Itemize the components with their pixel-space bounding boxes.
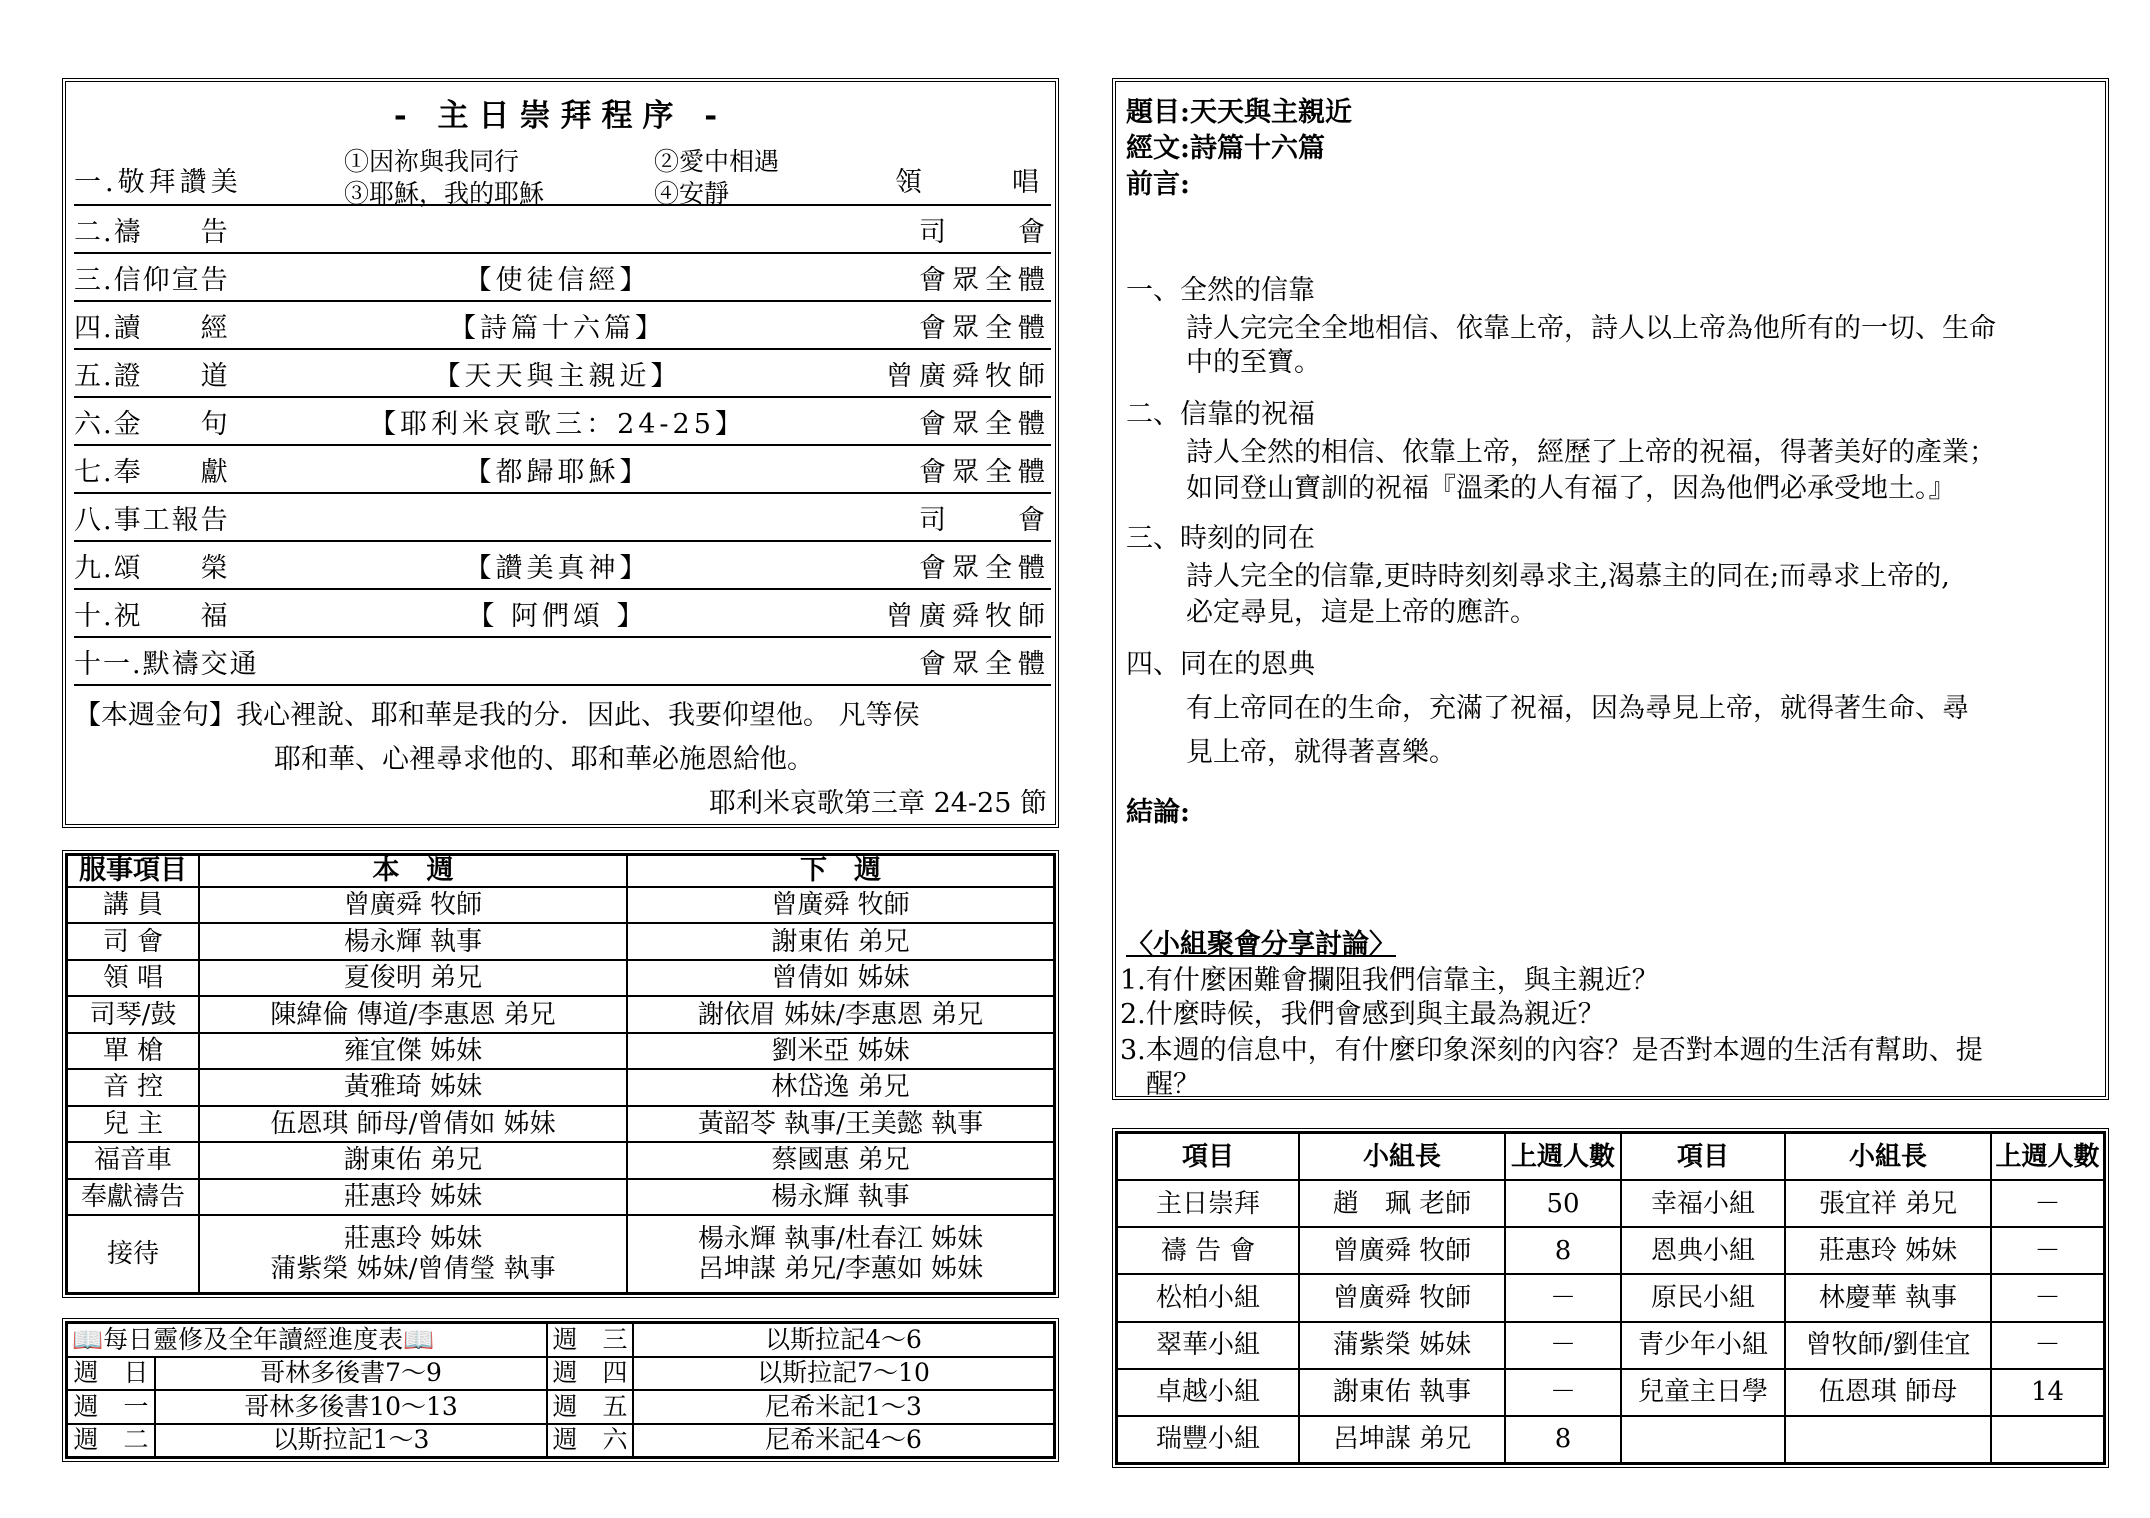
group-name: 禱 告 會 (1117, 1227, 1299, 1274)
program-row-item: 【使徒信經】 (464, 264, 651, 296)
reading-passage: 尼希米記1～3 (633, 1390, 1054, 1424)
song-1: ①因祢與我同行 (344, 147, 520, 176)
roster-role: 接待 (67, 1215, 199, 1293)
roster-this-week: 曾廣舜 牧師 (199, 887, 627, 923)
group-leader (1785, 1416, 1991, 1463)
table-row (67, 1390, 1054, 1424)
program-row (74, 638, 1051, 686)
reading-passage: 以斯拉記1～3 (155, 1424, 547, 1458)
discussion-title: 〈小組聚會分享討論〉 (1126, 929, 1396, 960)
program-row (74, 542, 1051, 590)
group-count: － (1991, 1227, 2104, 1274)
program-row-label: 十一.默禱交通 (74, 648, 259, 680)
group-leader: 曾牧師/劉佳宜 (1785, 1322, 1991, 1369)
roster-next-week: 蔡國惠 弟兄 (627, 1142, 1054, 1178)
roster-header-item: 服事項目 (67, 855, 199, 887)
reading-day: 週 二 (67, 1424, 155, 1458)
table-row (67, 1106, 1054, 1142)
table-row (67, 1323, 1054, 1357)
groups-header: 項目 (1117, 1133, 1299, 1180)
roster-role: 領 唱 (67, 960, 199, 996)
group-name: 卓越小組 (1117, 1369, 1299, 1416)
point-1-line-2: 中的至寶。 (1186, 347, 1321, 378)
groups-header: 小組長 (1785, 1133, 1991, 1180)
group-count: 8 (1505, 1227, 1621, 1274)
program-row-who: 會眾全體 (919, 408, 1051, 440)
reception-this-week-1: 莊惠玲 姊妹 (343, 1224, 483, 1254)
groups-header: 上週人數 (1991, 1133, 2104, 1180)
roster-role: 音 控 (67, 1069, 199, 1105)
sermon-intro: 前言: (1126, 169, 1190, 200)
table-header-row (1117, 1133, 2104, 1180)
table-row (67, 1424, 1054, 1458)
roster-role: 司琴/鼓 (67, 996, 199, 1032)
reception-next-week-1: 楊永輝 執事/杜春江 姊妹 (697, 1224, 984, 1254)
roster-next-week: 曾倩如 姊妹 (627, 960, 1054, 996)
roster-role: 司 會 (67, 923, 199, 959)
group-count: － (1991, 1180, 2104, 1227)
roster-this-week: 陳緯倫 傳道/李惠恩 弟兄 (199, 996, 627, 1032)
roster-next-week: 謝依眉 姊妹/李惠恩 弟兄 (627, 996, 1054, 1032)
song-4: ④安靜 (654, 179, 730, 208)
roster-next-week: 曾廣舜 牧師 (627, 887, 1054, 923)
roster-next-week: 黃韶苓 執事/王美懿 執事 (627, 1106, 1054, 1142)
program-row-item: 【都歸耶穌】 (464, 456, 651, 488)
group-leader: 蒲紫榮 姊妹 (1299, 1322, 1505, 1369)
reading-day: 週 日 (67, 1357, 155, 1391)
program-row-label: 七.奉 獻 (74, 456, 230, 488)
point-2-head: 二、信靠的祝福 (1126, 399, 1315, 430)
table-row (67, 996, 1054, 1032)
program-row (74, 254, 1051, 302)
reading-day: 週 六 (547, 1424, 633, 1458)
program-row-who: 會眾全體 (919, 456, 1051, 488)
program-row-item: 【耶利米哀歌三：24-25】 (369, 408, 746, 440)
service-roster (62, 850, 1059, 1298)
table-row (67, 1357, 1054, 1391)
memory-verse-line-1: 【本週金句】我心裡說、耶和華是我的分．因此、我要仰望他。 凡等侯 (74, 700, 920, 731)
program-row-item: 【詩篇十六篇】 (449, 312, 666, 344)
roster-this-week: 雍宜傑 姊妹 (199, 1033, 627, 1069)
question-1: 1.有什麼困難會攔阻我們信靠主，與主親近？ (1120, 965, 1659, 996)
question-3: 3.本週的信息中，有什麼印象深刻的內容？是否對本週的生活有幫助、提 (1120, 1035, 1983, 1066)
group-count: － (1991, 1274, 2104, 1321)
table-row (67, 1142, 1054, 1178)
groups-header: 上週人數 (1505, 1133, 1621, 1180)
program-row-who: 司 會 (919, 504, 1051, 536)
roster-this-week: 夏俊明 弟兄 (199, 960, 627, 996)
group-leader: 謝東佑 執事 (1299, 1369, 1505, 1416)
program-row (74, 398, 1051, 446)
table-row (1117, 1227, 2104, 1274)
group-count: 50 (1505, 1180, 1621, 1227)
reading-day: 週 三 (547, 1323, 633, 1357)
roster-role: 兒 主 (67, 1106, 199, 1142)
table-row (67, 1069, 1054, 1105)
reading-day: 週 一 (67, 1390, 155, 1424)
program-row (74, 494, 1051, 542)
roster-role: 講 員 (67, 887, 199, 923)
point-3-line-2: 必定尋見，這是上帝的應許。 (1186, 597, 1537, 628)
program-row-item: 【 阿們頌 】 (467, 600, 648, 632)
point-1-head: 一、全然的信靠 (1126, 275, 1315, 306)
program-row-item: 【天天與主親近】 (433, 360, 682, 392)
reception-this-week-2: 蒲紫榮 姊妹/曾倩瑩 執事 (270, 1254, 556, 1284)
sermon-topic: 題目:天天與主親近 (1126, 97, 1352, 128)
sermon-scripture: 經文:詩篇十六篇 (1126, 133, 1325, 164)
point-1-line-1: 詩人完完全全地相信、依靠上帝，詩人以上帝為他所有的一切、生命 (1186, 313, 1996, 344)
roster-header-this-week: 本 週 (199, 855, 627, 887)
roster-this-week: 伍恩琪 師母/曾倩如 姊妹 (199, 1106, 627, 1142)
small-groups-table (1112, 1128, 2109, 1468)
point-3-head: 三、時刻的同在 (1126, 523, 1315, 554)
program-row (74, 350, 1051, 398)
groups-header: 小組長 (1299, 1133, 1505, 1180)
group-count (1991, 1416, 2104, 1463)
group-count: － (1505, 1322, 1621, 1369)
roster-this-week: 謝東佑 弟兄 (199, 1142, 627, 1178)
group-leader: 呂坤謀 弟兄 (1299, 1416, 1505, 1463)
reading-passage: 以斯拉記4～6 (633, 1323, 1054, 1357)
program-row-label: 六.金 句 (74, 408, 230, 440)
roster-this-week (199, 1215, 627, 1293)
roster-role: 單 槍 (67, 1033, 199, 1069)
roster-role: 奉獻禱告 (67, 1179, 199, 1216)
roster-next-week: 劉米亞 姊妹 (627, 1033, 1054, 1069)
worship-program (62, 78, 1059, 828)
table-row (67, 887, 1054, 923)
group-name: 兒童主日學 (1621, 1369, 1785, 1416)
point-4-line-1: 有上帝同在的生命，充滿了祝福，因為尋見上帝，就得著生命、尋 (1186, 693, 1969, 724)
program-row-who: 領 唱 (895, 167, 1051, 198)
group-name: 幸福小組 (1621, 1180, 1785, 1227)
group-leader: 張宜祥 弟兄 (1785, 1180, 1991, 1227)
program-row (74, 446, 1051, 494)
group-leader: 趙 珮 老師 (1299, 1180, 1505, 1227)
group-name: 原民小組 (1621, 1274, 1785, 1321)
program-row (74, 206, 1051, 254)
group-leader: 曾廣舜 牧師 (1299, 1227, 1505, 1274)
group-leader: 曾廣舜 牧師 (1299, 1274, 1505, 1321)
program-row-who: 會眾全體 (919, 312, 1051, 344)
group-count: 14 (1991, 1369, 2104, 1416)
program-row-label: 九.頌 榮 (74, 552, 230, 584)
table-row (67, 923, 1054, 959)
roster-next-week: 謝東佑 弟兄 (627, 923, 1054, 959)
group-count: － (1505, 1369, 1621, 1416)
group-count: － (1991, 1322, 2104, 1369)
reading-plan-title: 📖每日靈修及全年讀經進度表📖 (67, 1323, 547, 1357)
program-row (74, 302, 1051, 350)
roster-this-week: 莊惠玲 姊妹 (199, 1179, 627, 1216)
point-2-line-1: 詩人全然的相信、依靠上帝，經歷了上帝的祝福，得著美好的產業； (1186, 437, 1996, 468)
program-row-item: 【讚美真神】 (464, 552, 651, 584)
table-row (1117, 1274, 2104, 1321)
group-name: 青少年小組 (1621, 1322, 1785, 1369)
program-row-label: 三.信仰宣告 (74, 264, 230, 296)
roster-next-week: 楊永輝 執事 (627, 1179, 1054, 1216)
program-row-worship (74, 142, 1051, 206)
roster-role: 福音車 (67, 1142, 199, 1178)
roster-next-week (627, 1215, 1054, 1293)
program-row-who: 會眾全體 (919, 552, 1051, 584)
roster-next-week: 林岱逸 弟兄 (627, 1069, 1054, 1105)
reading-passage: 哥林多後書7～9 (155, 1357, 547, 1391)
reading-plan (62, 1318, 1059, 1462)
groups-header: 項目 (1621, 1133, 1785, 1180)
reading-day: 週 五 (547, 1390, 633, 1424)
table-row (1117, 1180, 2104, 1227)
sermon-conclusion: 結論: (1126, 797, 1190, 828)
sermon-outline (1112, 78, 2109, 1100)
table-row (1117, 1369, 2104, 1416)
program-row-label: 四.讀 經 (74, 312, 230, 344)
group-leader: 莊惠玲 姊妹 (1785, 1227, 1991, 1274)
song-3: ③耶穌，我的耶穌 (344, 179, 545, 208)
group-name: 松柏小組 (1117, 1274, 1299, 1321)
group-name (1621, 1416, 1785, 1463)
group-count: － (1505, 1274, 1621, 1321)
memory-verse-ref: 耶利米哀歌第三章 24-25 節 (708, 788, 1047, 819)
table-row (67, 960, 1054, 996)
program-row-who: 曾廣舜牧師 (886, 600, 1051, 632)
table-row (1117, 1416, 2104, 1463)
reading-passage: 哥林多後書10～13 (155, 1390, 547, 1424)
question-3-cont: 醒？ (1146, 1069, 1200, 1100)
roster-this-week: 黃雅琦 姊妹 (199, 1069, 627, 1105)
program-row-who: 會眾全體 (919, 648, 1051, 680)
reception-next-week-2: 呂坤謀 弟兄/李蕙如 姊妹 (697, 1254, 984, 1284)
program-row-label: 八.事工報告 (74, 504, 230, 536)
point-4-line-2: 見上帝，就得著喜樂。 (1186, 737, 1456, 768)
program-row-who: 司 會 (919, 216, 1051, 248)
reading-passage: 以斯拉記7～10 (633, 1357, 1054, 1391)
question-2: 2.什麼時候，我們會感到與主最為親近？ (1120, 999, 1605, 1030)
program-rows (74, 206, 1051, 686)
memory-verse-line-2: 耶和華、心裡尋求他的、耶和華必施恩給他。 (274, 744, 814, 775)
group-name: 翠華小組 (1117, 1322, 1299, 1369)
program-title: - 主日崇拜程序 - (393, 98, 728, 134)
program-row-who: 曾廣舜牧師 (886, 360, 1051, 392)
table-row (1117, 1322, 2104, 1369)
program-row-who: 會眾全體 (919, 264, 1051, 296)
table-row (67, 1179, 1054, 1216)
memory-verse (74, 694, 1047, 826)
point-3-line-1: 詩人完全的信靠,更時時刻刻尋求主,渴慕主的同在;而尋求上帝的, (1186, 561, 1950, 592)
point-2-line-2: 如同登山寶訓的祝福『溫柔的人有福了，因為他們必承受地土。』 (1186, 473, 1956, 504)
point-4-head: 四、同在的恩典 (1126, 649, 1315, 680)
table-row-reception (67, 1215, 1054, 1293)
group-count: 8 (1505, 1416, 1621, 1463)
roster-this-week: 楊永輝 執事 (199, 923, 627, 959)
program-row-label: 五.證 道 (74, 360, 230, 392)
program-row (74, 590, 1051, 638)
group-name: 主日崇拜 (1117, 1180, 1299, 1227)
reading-passage: 尼希米記4～6 (633, 1424, 1054, 1458)
roster-header-next-week: 下 週 (627, 855, 1054, 887)
program-row-label: 十.祝 福 (74, 600, 230, 632)
table-row (67, 1033, 1054, 1069)
program-row-label: 一.敬拜讚美 (74, 167, 242, 198)
group-name: 瑞豐小組 (1117, 1416, 1299, 1463)
reading-day: 週 四 (547, 1357, 633, 1391)
group-name: 恩典小組 (1621, 1227, 1785, 1274)
group-leader: 林慶華 執事 (1785, 1274, 1991, 1321)
song-2: ②愛中相遇 (654, 147, 780, 176)
program-row-label: 二.禱 告 (74, 216, 230, 248)
group-leader: 伍恩琪 師母 (1785, 1369, 1991, 1416)
